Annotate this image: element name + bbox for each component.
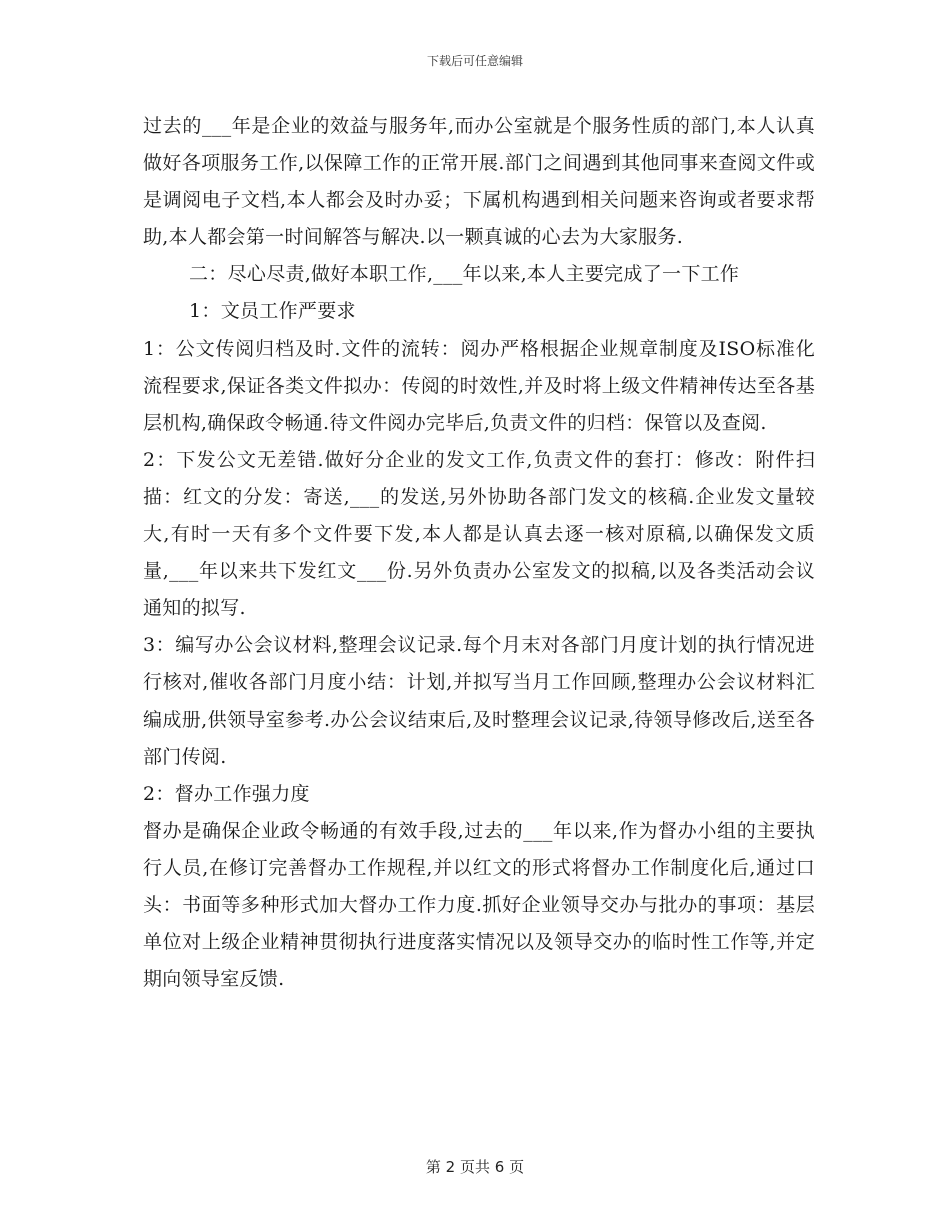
paragraph-clerk-heading: 1：文员工作严要求 xyxy=(189,300,356,323)
paragraph-meeting-materials: 3：编写办公会议材料,整理会议记录.每个月末对各部门月度计划的执行情况进行核对,催收各部门月度小结：计划,并拟写当月工作回顾,整理办公会议材料汇编成册,供领导室参考.办公会议结束后,及时整理会议记录,待领导修改后,送至各部门传阅. xyxy=(143,634,815,768)
paragraph-service-year: 过去的___年是企业的效益与服务年,而办公室就是个服务性质的部门,本人认真做好各项服务工作,以保障工作的正常开展.部门之间遇到其他同事来查阅文件或是调阅电子文档,本人都会及时办妥；下属机构遇到相关问题来咨询或者要求帮助,本人都会第一时间解答与解决.以一颗真诚的心去为大家服务. xyxy=(143,115,815,249)
paragraph-supervision-heading: 2：督办工作强力度 xyxy=(143,782,310,805)
paragraph-section-two-heading: 二：尽心尽责,做好本职工作,___年以来,本人主要完成了一下工作 xyxy=(189,263,740,286)
paragraph-document-dispatch: 2：下发公文无差错.做好分企业的发文工作,负责文件的套打：修改：附件扫描：红文的分发：寄送,___的发送,另外协助各部门发文的核稿.企业发文量较大,有时一天有多个文件要下发,本人都是认真去逐一核对原稿,以确保发文质量,___年以来共下发红文___份.另外负责办公室发文的拟稿,以及各类活动会议通知的拟写. xyxy=(143,448,815,620)
page-header: 下载后可任意编辑 xyxy=(426,54,523,68)
page-number: 第 2 页共 6 页 xyxy=(425,1158,525,1176)
document-body xyxy=(143,108,815,998)
paragraph-supervision-work: 督办是确保企业政令畅通的有效手段,过去的___年以来,作为督办小组的主要执行人员,在修订完善督办工作规程,并以红文的形式将督办工作制度化后,通过口头：书面等多种形式加大督办工作力度.抓好企业领导交办与批办的事项：基层单位对上级企业精神贯彻执行进度落实情况以及领导交办的临时性工作等,并定期向领导室反馈. xyxy=(143,819,815,991)
paragraph-document-archiving: 1：公文传阅归档及时.文件的流转：阅办严格根据企业规章制度及ISO标准化流程要求,保证各类文件拟办：传阅的时效性,并及时将上级文件精神传达至各基层机构,确保政令畅通.待文件阅办完毕后,负责文件的归档：保管以及查阅. xyxy=(143,337,815,434)
